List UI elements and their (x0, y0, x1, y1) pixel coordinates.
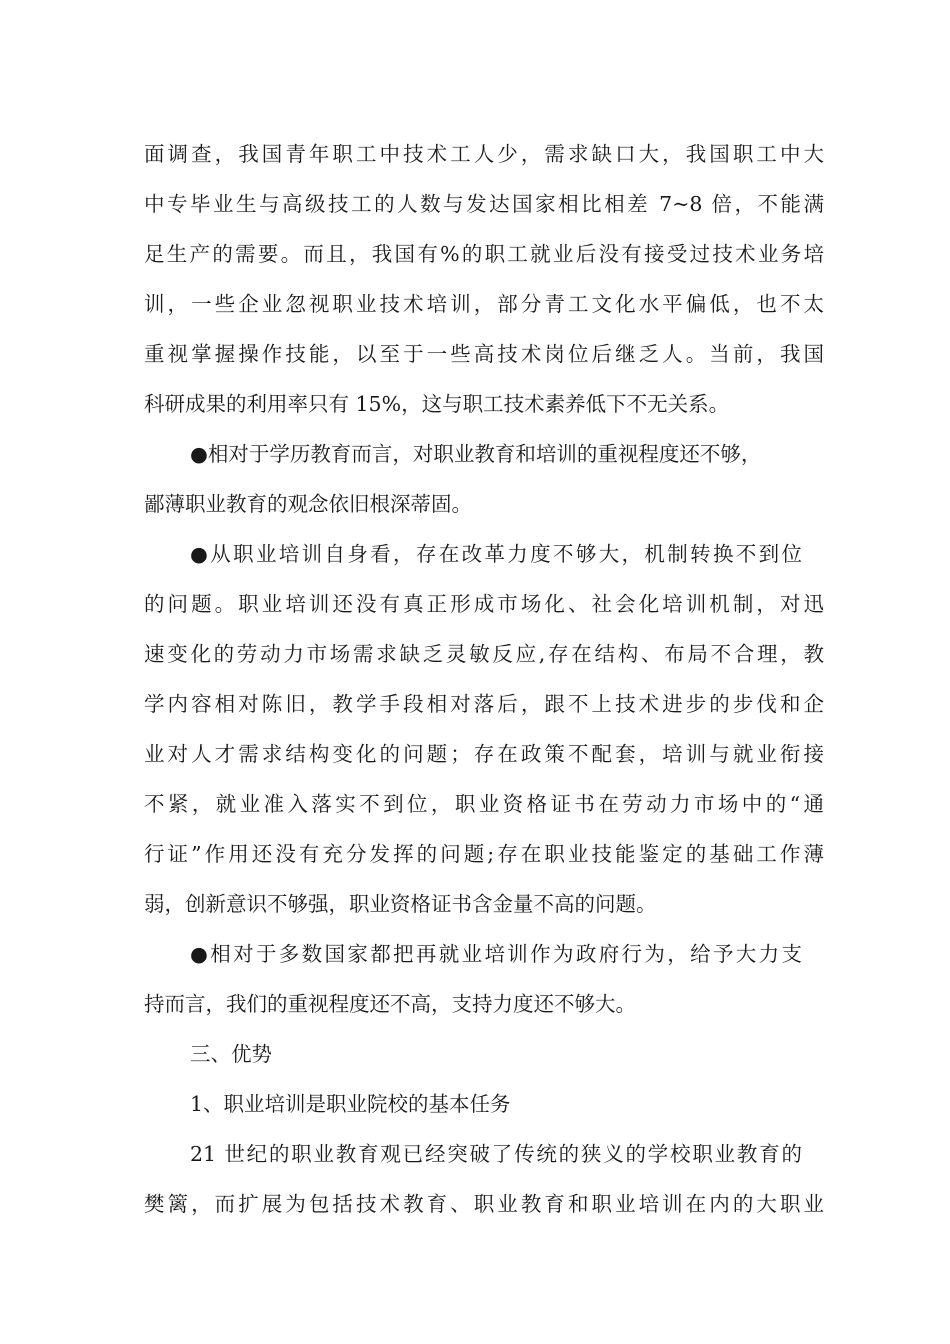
paragraph-line: 业对人才需求结构变化的问题；存在政策不配套，培训与就业衔接 (144, 742, 824, 766)
subsection-heading: 1、职业培训是职业院校的基本任务 (190, 1092, 511, 1116)
paragraph-line: 弱，创新意识不够强，职业资格证书含金量不高的问题。 (144, 892, 657, 916)
paragraph-line: 速变化的劳动力市场需求缺乏灵敏反应,存在结构、布局不合理，教 (144, 642, 824, 666)
paragraph-line: 训，一些企业忽视职业技术培训，部分青工文化水平偏低，也不太 (144, 292, 824, 316)
bullet-line: ●相对于多数国家都把再就业培训作为政府行为，给予大力支 (190, 942, 802, 966)
paragraph-line: 行证”作用还没有充分发挥的问题;存在职业技能鉴定的基础工作薄 (144, 842, 824, 866)
paragraph-line: 科研成果的利用率只有 15%，这与职工技术素养低下不无关系。 (144, 392, 730, 416)
paragraph-line: 鄙薄职业教育的观念依旧根深蒂固。 (144, 492, 472, 516)
paragraph-line: 重视掌握操作技能，以至于一些高技术岗位后继乏人。当前，我国 (144, 342, 824, 366)
paragraph-line: 的问题。职业培训还没有真正形成市场化、社会化培训机制，对迅 (144, 592, 824, 616)
paragraph-line: 不紧，就业准入落实不到位，职业资格证书在劳动力市场中的“通 (144, 792, 824, 816)
paragraph-line: 持而言，我们的重视程度还不高，支持力度还不够大。 (144, 992, 636, 1016)
section-heading: 三、优势 (190, 1042, 272, 1066)
paragraph-line: 中专毕业生与高级技工的人数与发达国家相比相差 7~8 倍，不能满 (144, 192, 824, 216)
paragraph-line: 21 世纪的职业教育观已经突破了传统的狭义的学校职业教育的 (190, 1142, 802, 1166)
paragraph-line: 足生产的需要。而且，我国有%的职工就业后没有接受过技术业务培 (144, 242, 824, 266)
paragraph-line: 面调查，我国青年职工中技术工人少，需求缺口大，我国职工中大 (144, 142, 824, 166)
bullet-line: ●从职业培训自身看，存在改革力度不够大，机制转换不到位 (190, 542, 802, 566)
paragraph-line: 学内容相对陈旧，教学手段相对落后，跟不上技术进步的步伐和企 (144, 692, 824, 716)
bullet-line: ●相对于学历教育而言，对职业教育和培训的重视程度还不够， (190, 442, 762, 466)
paragraph-line: 樊篱，而扩展为包括技术教育、职业教育和职业培训在内的大职业 (144, 1192, 824, 1216)
